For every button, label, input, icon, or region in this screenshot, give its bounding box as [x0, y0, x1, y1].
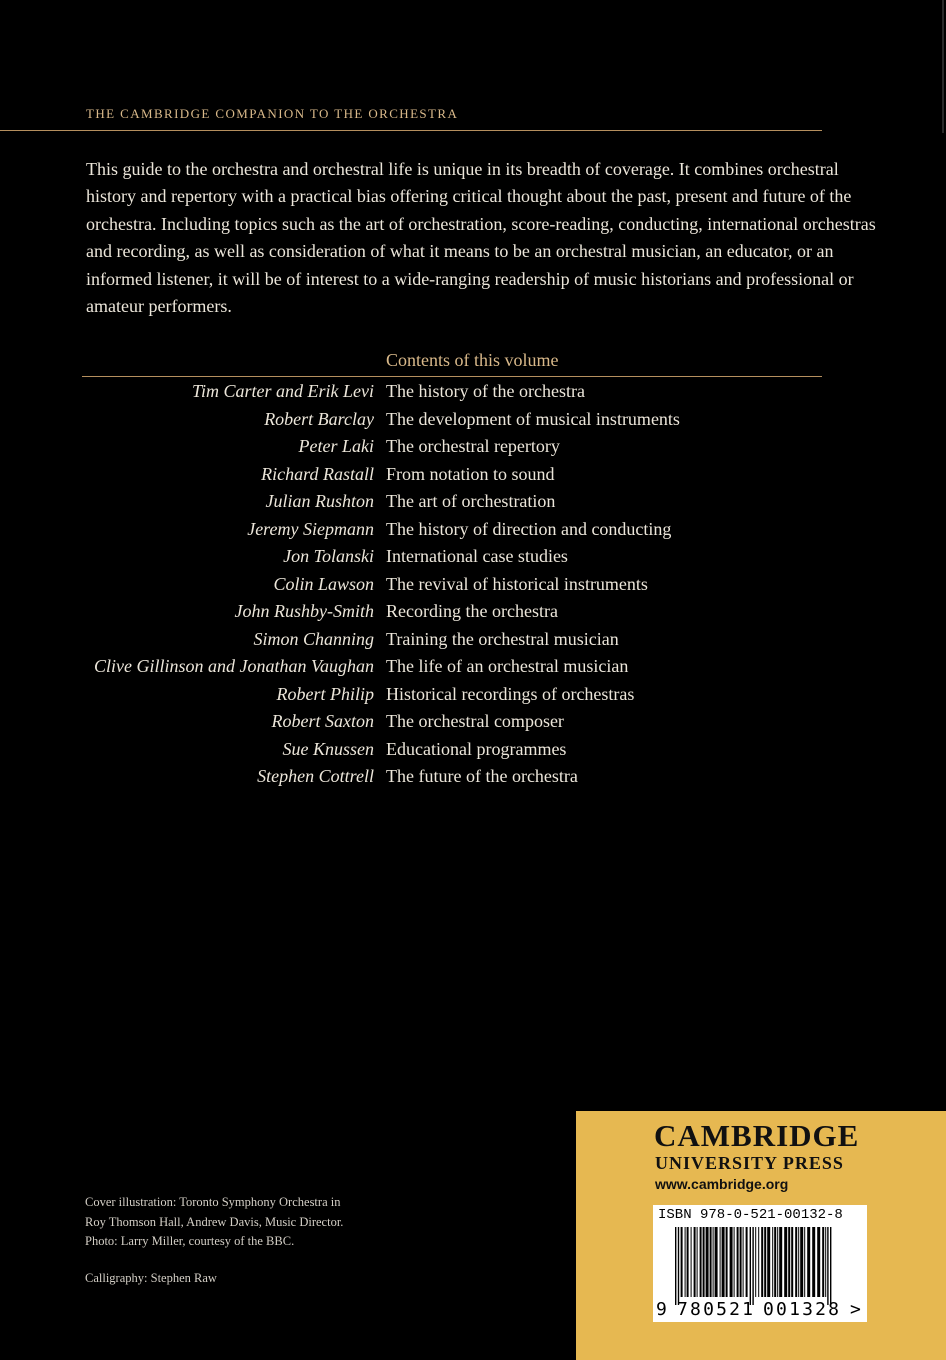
- barcode-bar: [817, 1227, 820, 1297]
- publisher-url: www.cambridge.org: [655, 1176, 789, 1192]
- barcode-bar: [720, 1227, 721, 1297]
- contents-author: Jeremy Siepmann: [247, 518, 374, 539]
- barcode-arrow: >: [850, 1299, 862, 1320]
- barcode-digit-first: 9: [656, 1299, 668, 1320]
- contents-chapter: Training the orchestral musician: [386, 628, 619, 649]
- barcode-bar: [761, 1227, 763, 1297]
- barcode-bar: [774, 1227, 776, 1297]
- barcode-bar: [798, 1227, 799, 1297]
- contents-rule: [82, 376, 822, 377]
- contents-row: [0, 766, 946, 794]
- contents-author: Robert Philip: [276, 683, 374, 704]
- contents-row: [0, 436, 946, 464]
- barcode-bar: [734, 1227, 735, 1297]
- barcode-bar: [722, 1227, 725, 1297]
- barcode-bar: [726, 1227, 728, 1297]
- contents-row: [0, 629, 946, 657]
- calligraphy-credit: Calligraphy: Stephen Raw: [85, 1270, 217, 1285]
- contents-row: [0, 464, 946, 492]
- isbn-label: ISBN 978-0-521-00132-8: [658, 1207, 843, 1223]
- contents-chapter: The development of musical instruments: [386, 408, 680, 429]
- publisher-logo-name: CAMBRIDGE: [654, 1118, 860, 1153]
- barcode-bar: [750, 1227, 751, 1305]
- contents-chapter: The life of an orchestral musician: [386, 656, 629, 676]
- barcode-bar: [694, 1227, 696, 1297]
- contents-heading: Contents of this volume: [386, 350, 559, 370]
- barcode-bar: [827, 1227, 828, 1305]
- barcode-bar: [777, 1227, 778, 1297]
- contents-chapter: The history of direction and conducting: [386, 518, 672, 539]
- contents-row: [0, 519, 946, 547]
- contents-chapter: The future of the orchestra: [386, 766, 578, 786]
- barcode-bar: [675, 1227, 676, 1305]
- barcode-bar: [784, 1227, 787, 1297]
- contents-chapter: From notation to sound: [386, 463, 555, 484]
- barcode-bar: [697, 1227, 698, 1297]
- barcode-bar: [703, 1227, 705, 1297]
- barcode-bar: [681, 1227, 683, 1297]
- barcode-bar: [678, 1227, 679, 1305]
- cover-credit: Cover illustration: Toronto Symphony Orchestra in Roy Thomson Hall, Andrew Davis, Music Director. Photo: Larry Miller, courtesy of the BBC.: [85, 1195, 344, 1248]
- contents-author: Clive Gillinson and Jonathan Vaughan: [94, 656, 374, 676]
- barcode-bar: [743, 1227, 744, 1297]
- barcode-bar: [706, 1227, 709, 1297]
- barcode-bar: [715, 1227, 718, 1297]
- contents-chapter: The art of orchestration: [386, 491, 556, 511]
- barcode-digits-left: 780521: [677, 1299, 756, 1320]
- barcode-bar: [730, 1227, 733, 1297]
- barcode-bar: [791, 1227, 793, 1297]
- barcode-bar: [830, 1227, 831, 1305]
- contents-author: Richard Rastall: [261, 463, 374, 484]
- contents-author: Peter Laki: [298, 436, 374, 456]
- contents-author: Tim Carter and Erik Levi: [191, 381, 374, 401]
- barcode-bar: [685, 1227, 686, 1297]
- contents-chapter: The history of the orchestra: [386, 381, 585, 401]
- barcode-bar: [822, 1227, 824, 1297]
- barcode-bar: [812, 1227, 815, 1297]
- barcode-bar: [691, 1227, 692, 1297]
- barcode-bar: [758, 1227, 759, 1297]
- contents-chapter: Historical recordings of orchestras: [386, 683, 635, 704]
- barcode-bar: [800, 1227, 803, 1297]
- series-title: THE CAMBRIDGE COMPANION TO THE ORCHESTRA: [86, 106, 459, 121]
- credits: [85, 1193, 345, 1288]
- barcode-bar: [687, 1227, 689, 1297]
- contents-chapter: The revival of historical instruments: [386, 573, 648, 594]
- contents-chapter: The orchestral composer: [386, 711, 564, 731]
- barcode-bar: [764, 1227, 766, 1297]
- barcode-bar: [788, 1227, 790, 1297]
- contents-row: [0, 381, 946, 409]
- barcode-bar: [755, 1227, 756, 1297]
- barcode-bar: [740, 1227, 742, 1297]
- contents-row: [0, 656, 946, 684]
- contents-author: Sue Knussen: [282, 738, 374, 759]
- book-description: This guide to the orchestra and orchestral life is unique in its breadth of coverage. It combines orchestral history and repertory with a practical bias offering critical thought about the past, present and future of the orchestra. Including topics such as the art of orchestration, score-reading, conducting, international orchestras and recording, as well as consideration of what it means to be an orchestral musician, an educator, or an informed listener, it will be of interest to a wide-ranging readership of music historians and professional or amateur performers.: [86, 159, 876, 317]
- contents-row: [0, 491, 946, 519]
- contents-author: John Rushby-Smith: [234, 601, 374, 621]
- barcode-bar: [795, 1227, 797, 1297]
- barcode: [653, 1205, 867, 1322]
- barcode-bar: [737, 1227, 739, 1297]
- contents-chapter: The orchestral repertory: [386, 436, 560, 456]
- barcode-bar: [713, 1227, 714, 1297]
- contents-row: [0, 546, 946, 574]
- barcode-bar: [807, 1227, 810, 1297]
- contents-author: Robert Saxton: [271, 711, 374, 731]
- contents-author: Julian Rushton: [265, 491, 374, 511]
- contents-chapter: Educational programmes: [386, 738, 567, 759]
- contents-chapter: International case studies: [386, 546, 568, 566]
- barcode-bar: [772, 1227, 773, 1297]
- barcode-bar: [779, 1227, 782, 1297]
- contents-author: Simon Channing: [253, 628, 374, 649]
- barcode-bar: [767, 1227, 770, 1297]
- contents-list: [0, 381, 946, 794]
- contents-row: [0, 684, 946, 712]
- contents-row: [0, 711, 946, 739]
- header-rule: [0, 130, 822, 131]
- contents-row: [0, 574, 946, 602]
- edge-line: [942, 0, 944, 133]
- contents-author: Jon Tolanski: [283, 546, 374, 566]
- barcode-bar: [710, 1227, 712, 1297]
- contents-row: [0, 739, 946, 767]
- contents-author: Robert Barclay: [264, 408, 374, 429]
- barcode-bar: [752, 1227, 753, 1305]
- barcode-bar: [804, 1227, 805, 1297]
- contents-author: Colin Lawson: [273, 573, 374, 594]
- publisher-logo-press: UNIVERSITY PRESS: [655, 1153, 844, 1173]
- contents-row: [0, 409, 946, 437]
- contents-chapter: Recording the orchestra: [386, 601, 558, 621]
- contents-row: [0, 601, 946, 629]
- barcode-bar: [700, 1227, 702, 1297]
- barcode-bar: [746, 1227, 748, 1297]
- barcode-bar: [825, 1227, 826, 1297]
- barcode-digits-right: 001328: [763, 1299, 842, 1320]
- contents-author: Stephen Cottrell: [257, 766, 374, 786]
